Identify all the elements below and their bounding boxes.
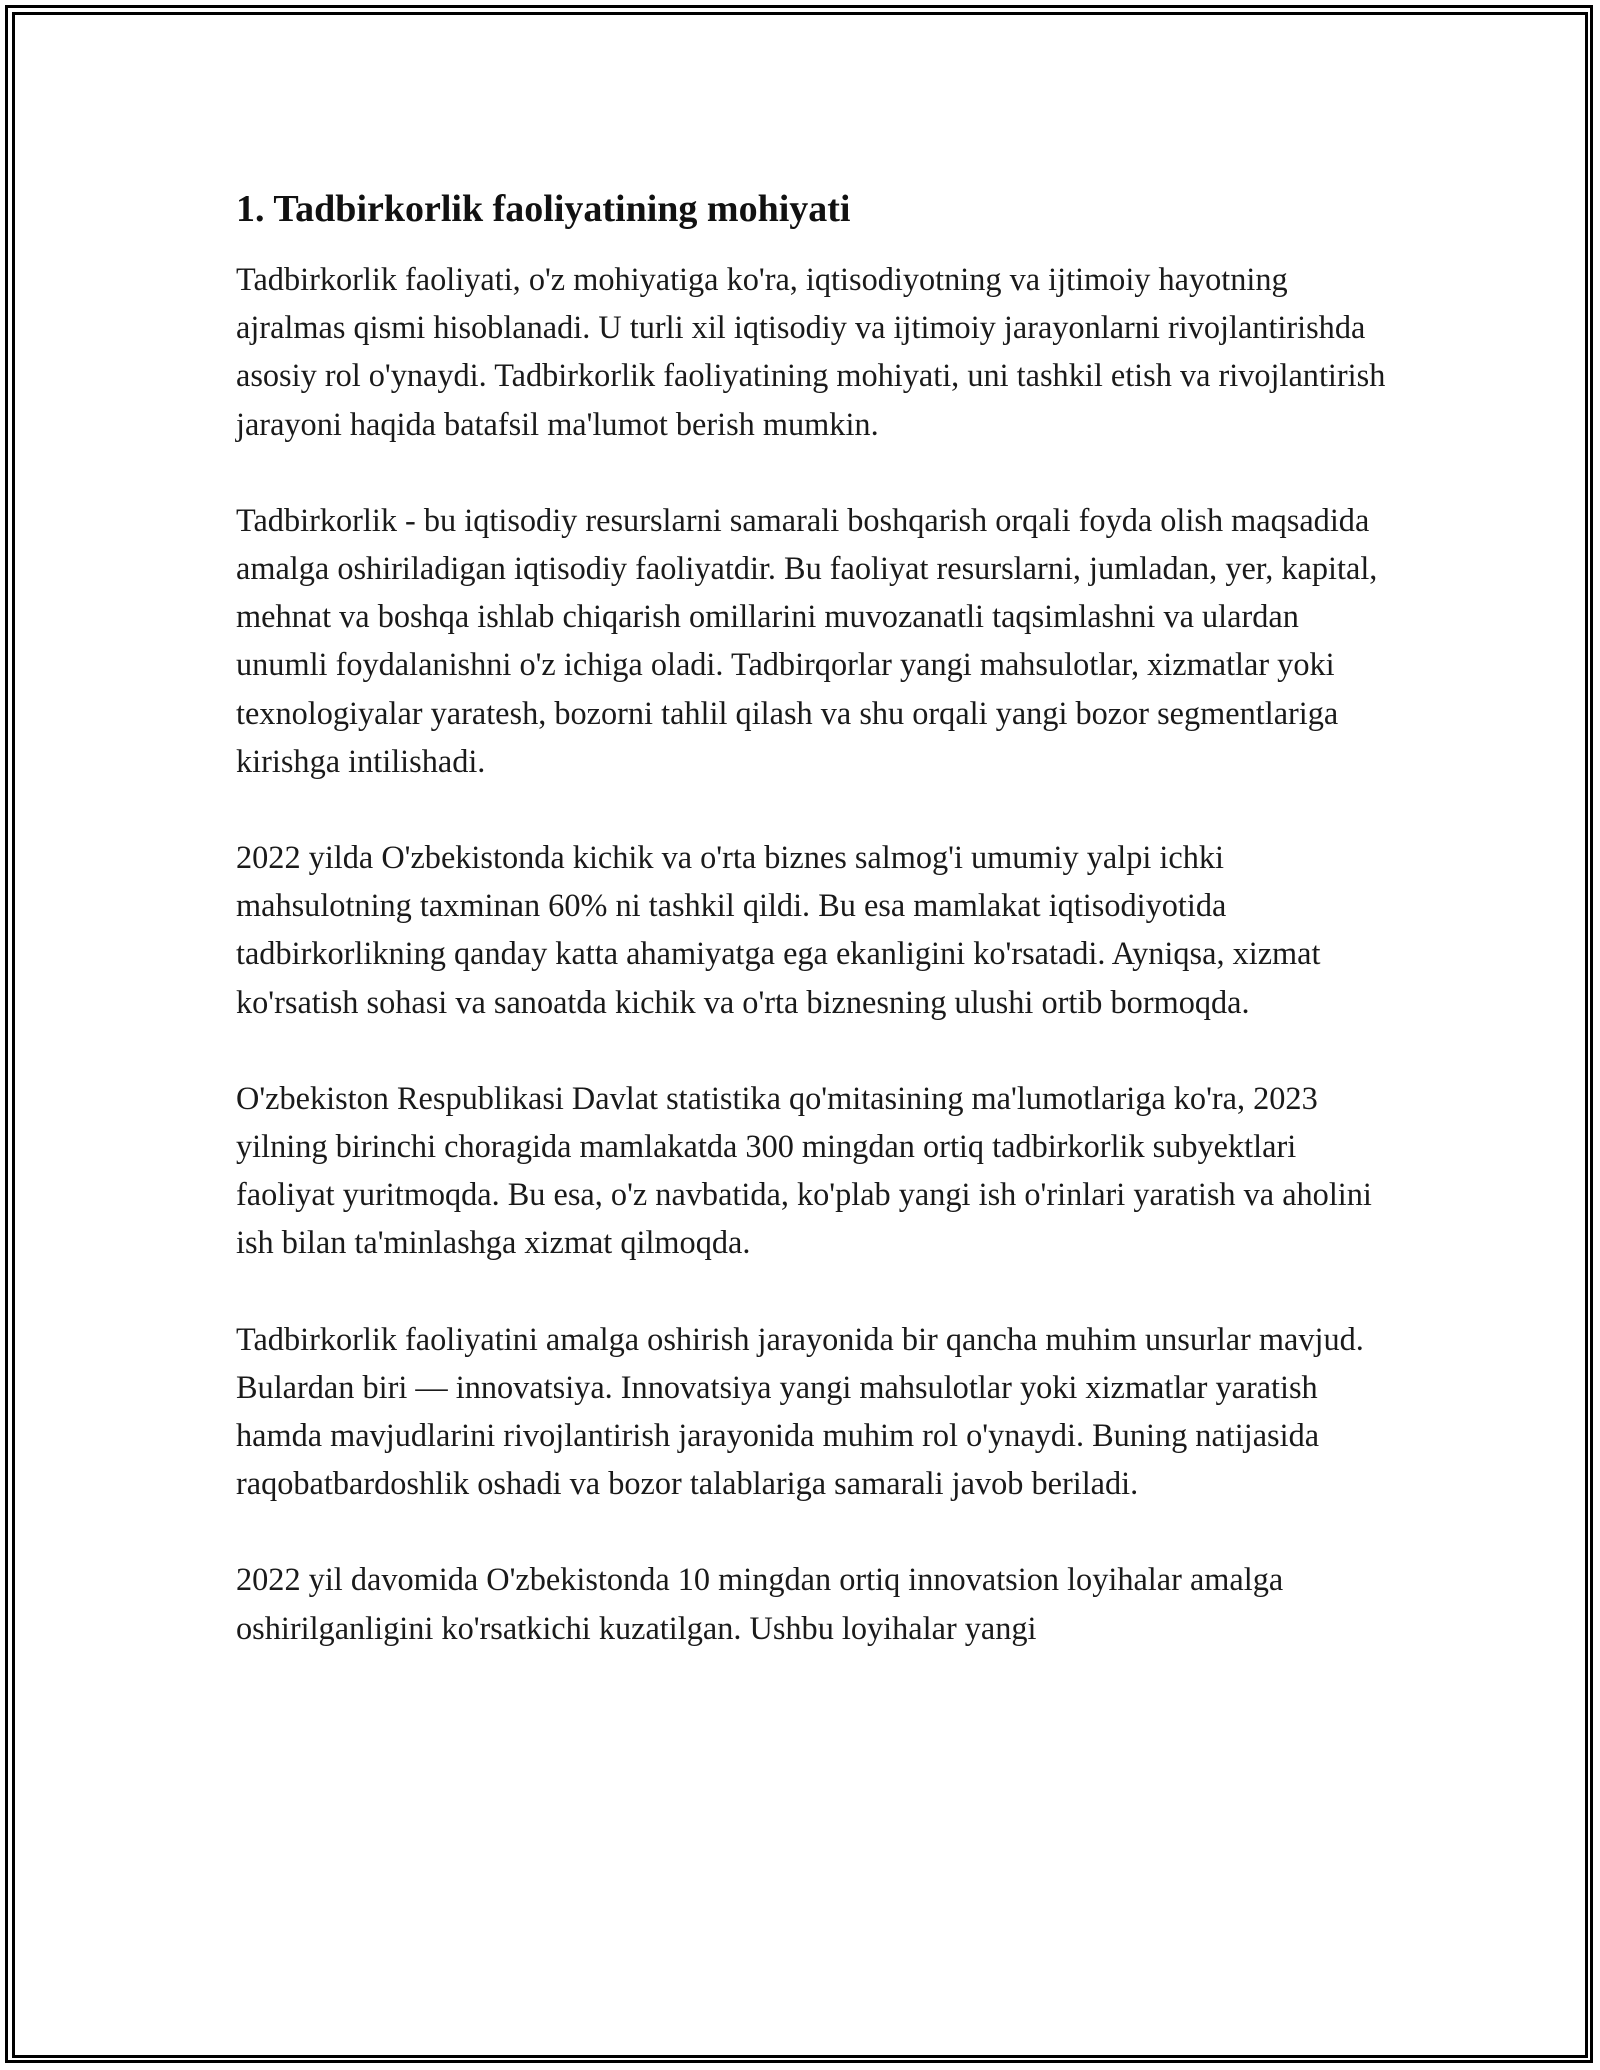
- paragraph-6: 2022 yil davomida O'zbekistonda 10 mingdan ortiq innovatsion loyihalar amalga oshirilganligini ko'rsatkichi kuzatilgan. Ushbu loyihalar yangi: [236, 1561, 1284, 1646]
- document-body: [236, 185, 1386, 1700]
- paragraph-4: O'zbekiston Respublikasi Davlat statistika qo'mitasining ma'lumotlariga ko'ra, 2023 yilning birinchi choragida mamlakatda 300 mingdan ortiq tadbirkorlik subyektlari faoliyat yuritmoqda. Bu esa, o'z navbatida, ko'plab yangi ish o'rinlari yaratish va aholini ish bilan ta'minlashga xizmat qilmoqda.: [236, 1079, 1372, 1261]
- paragraph-1: Tadbirkorlik faoliyati, o'z mohiyatiga ko'ra, iqtisodiyotning va ijtimoiy hayotning ajralmas qismi hisoblanadi. U turli xil iqtisodiy va ijtimoiy jarayonlarni rivojlantirishda asosiy rol o'ynaydi. Tadbirkorlik faoliyatining mohiyati, uni tashkil etish va rivojlantirish jarayoni haqida batafsil ma'lumot berish mumkin.: [236, 261, 1386, 442]
- paragraph-2: Tadbirkorlik - bu iqtisodiy resurslarni samarali boshqarish orqali foyda olish maqsadida amalga oshiriladigan iqtisodiy faoliyatdir. Bu faoliyat resurslarni, jumladan, yer, kapital, mehnat va boshqa ishlab chiqarish omillarini muvozanatli taqsimlashni va ulardan unumli foydalanishni o'z ichiga oladi. Tadbirqorlar yangi mahsulotlar, xizmatlar yoki texnologiyalar yaratesh, bozorni tahlil qilash va shu orqali yangi bozor segmentlariga kirishga intilishadi.: [236, 501, 1378, 779]
- paragraph-5: Tadbirkorlik faoliyatini amalga oshirish jarayonida bir qancha muhim unsurlar mavjud. Bulardan biri — innovatsiya. Innovatsiya yangi mahsulotlar yoki xizmatlar yaratish hamda mavjudlarini rivojlantirish jarayonida muhim rol o'ynaydi. Buning natijasida raqobatbardoshlik oshadi va bozor talablariga samarali javob beriladi.: [236, 1320, 1364, 1502]
- section-heading: 1. Tadbirkorlik faoliyatining mohiyati: [236, 188, 851, 230]
- paragraph-3: 2022 yilda O'zbekistonda kichik va o'rta biznes salmog'i umumiy yalpi ichki mahsulotning taxminan 60% ni tashkil qildi. Bu esa mamlakat iqtisodiyotida tadbirkorlikning qanday katta ahamiyatga ega ekanligini ko'rsatadi. Ayniqsa, xizmat ko'rsatish sohasi va sanoatda kichik va o'rta biznesning ulushi ortib bormoqda.: [236, 839, 1321, 1020]
